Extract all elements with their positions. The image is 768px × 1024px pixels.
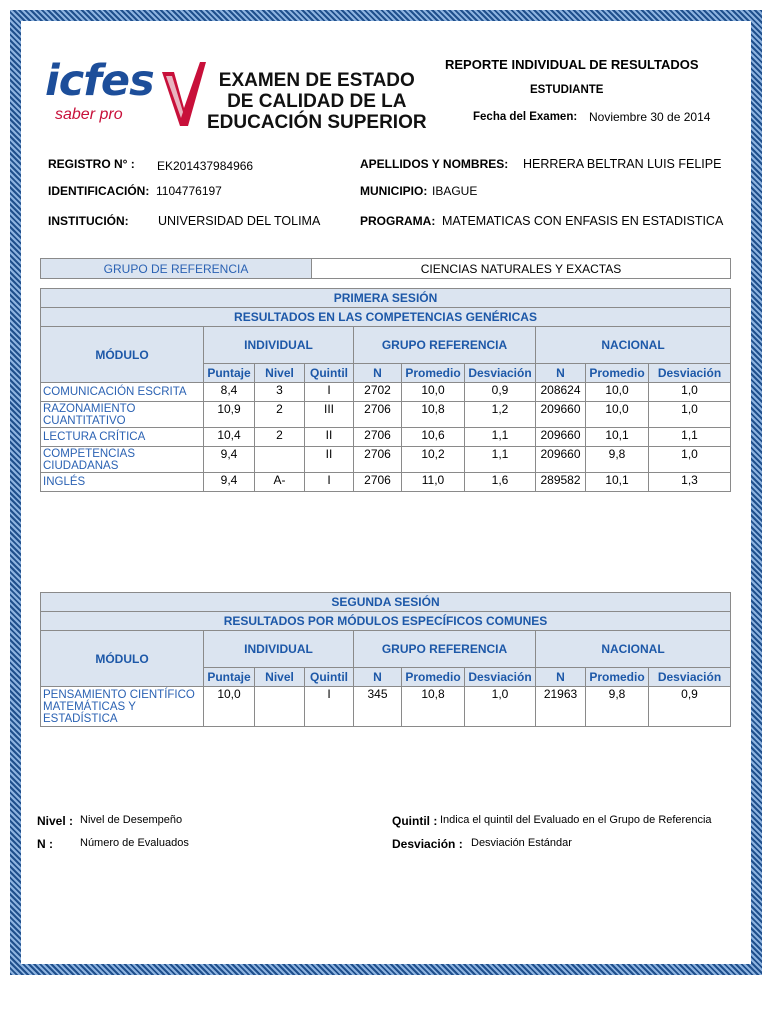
legend-desviacion-value: Desviación Estándar — [471, 837, 572, 849]
cell-modulo: INGLÉS — [41, 473, 204, 492]
cell-g-desv: 1,1 — [465, 428, 536, 447]
cell-n-prom: 10,1 — [586, 473, 649, 492]
cell-nivel — [255, 447, 305, 473]
col-nacional: NACIONAL — [536, 327, 731, 364]
session2-title: SEGUNDA SESIÓN — [41, 593, 731, 612]
cell-n-desv: 1,0 — [649, 447, 731, 473]
institucion-label: INSTITUCIÓN: — [48, 214, 129, 228]
cell-g-desv: 1,1 — [465, 447, 536, 473]
cell-n-n: 209660 — [536, 447, 586, 473]
cell-n-desv: 1,1 — [649, 428, 731, 447]
cell-n-desv: 1,0 — [649, 383, 731, 402]
col-promedio: Promedio — [402, 668, 465, 687]
cell-modulo: COMUNICACIÓN ESCRITA — [41, 383, 204, 402]
report-title: REPORTE INDIVIDUAL DE RESULTADOS — [445, 57, 699, 72]
col-nivel: Nivel — [255, 668, 305, 687]
cell-nivel: 2 — [255, 428, 305, 447]
col-modulo: MÓDULO — [41, 327, 204, 383]
saber-pro-logo: saber pro — [55, 106, 123, 123]
col-n-nacional: N — [536, 364, 586, 383]
cell-g-prom: 11,0 — [402, 473, 465, 492]
nombre-label: APELLIDOS Y NOMBRES: — [360, 157, 509, 171]
cell-g-n: 2706 — [354, 447, 402, 473]
cell-n-n: 208624 — [536, 383, 586, 402]
cell-nivel: 2 — [255, 402, 305, 428]
cell-quintil: II — [305, 428, 354, 447]
cell-n-prom: 9,8 — [586, 447, 649, 473]
col-promedio-nacional: Promedio — [586, 668, 649, 687]
col-desviacion-nacional: Desviación — [649, 364, 731, 383]
identificacion-value: 1104776197 — [156, 184, 222, 198]
col-n: N — [354, 668, 402, 687]
col-puntaje: Puntaje — [204, 668, 255, 687]
reference-group-value: CIENCIAS NATURALES Y EXACTAS — [312, 259, 731, 279]
cell-g-desv: 1,0 — [465, 687, 536, 727]
cell-quintil: I — [305, 687, 354, 727]
cell-g-desv: 1,6 — [465, 473, 536, 492]
col-desviacion: Desviación — [465, 364, 536, 383]
exam-date-value: Noviembre 30 de 2014 — [589, 110, 711, 124]
col-promedio: Promedio — [402, 364, 465, 383]
nombre-value: HERRERA BELTRAN LUIS FELIPE — [523, 157, 722, 171]
legend-nivel-value: Nivel de Desempeño — [80, 814, 183, 826]
table-row — [41, 687, 731, 727]
col-n-nacional: N — [536, 668, 586, 687]
cell-n-prom: 10,1 — [586, 428, 649, 447]
legend-n-value: Número de Evaluados — [80, 837, 189, 849]
cell-modulo: RAZONAMIENTO CUANTITATIVO — [41, 402, 204, 428]
cell-g-n: 2706 — [354, 473, 402, 492]
legend-desviacion-key: Desviación : — [392, 837, 463, 851]
cell-n-n: 21963 — [536, 687, 586, 727]
cell-puntaje: 9,4 — [204, 447, 255, 473]
table-row — [41, 383, 731, 402]
col-desviacion-nacional: Desviación — [649, 668, 731, 687]
col-individual: INDIVIDUAL — [204, 631, 354, 668]
table-row — [41, 473, 731, 492]
cell-quintil: II — [305, 447, 354, 473]
role-label: ESTUDIANTE — [530, 84, 604, 96]
cell-g-prom: 10,8 — [402, 687, 465, 727]
cell-puntaje: 8,4 — [204, 383, 255, 402]
registro-value: EK201437984966 — [157, 159, 254, 173]
cell-g-n: 2706 — [354, 428, 402, 447]
cell-n-desv: 0,9 — [649, 687, 731, 727]
table-row — [41, 428, 731, 447]
col-individual: INDIVIDUAL — [204, 327, 354, 364]
cell-modulo: PENSAMIENTO CIENTÍFICO MATEMÁTICAS Y ESTADÍSTICA — [41, 687, 204, 727]
cell-quintil: I — [305, 473, 354, 492]
cell-nivel: 3 — [255, 383, 305, 402]
col-desviacion: Desviación — [465, 668, 536, 687]
cell-g-n: 345 — [354, 687, 402, 727]
cell-n-n: 209660 — [536, 402, 586, 428]
cell-n-desv: 1,0 — [649, 402, 731, 428]
programa-value: MATEMATICAS CON ENFASIS EN ESTADISTICA — [442, 214, 724, 228]
municipio-value: IBAGUE — [432, 184, 478, 198]
session1-table — [40, 288, 731, 492]
municipio-label: MUNICIPIO: — [360, 184, 428, 198]
col-grupo: GRUPO REFERENCIA — [354, 327, 536, 364]
session1-subtitle: RESULTADOS EN LAS COMPETENCIAS GENÉRICAS — [41, 308, 731, 327]
legend-quintil-key: Quintil : — [392, 814, 438, 828]
exam-title-logo: EXAMEN DE ESTADO DE CALIDAD DE LA EDUCACIÓN SUPERIOR — [207, 70, 427, 133]
cell-g-n: 2706 — [354, 402, 402, 428]
cell-modulo: COMPETENCIAS CIUDADANAS — [41, 447, 204, 473]
col-nacional: NACIONAL — [536, 631, 731, 668]
cell-nivel: A- — [255, 473, 305, 492]
cell-g-prom: 10,6 — [402, 428, 465, 447]
cell-nivel — [255, 687, 305, 727]
reference-group-label: GRUPO DE REFERENCIA — [41, 259, 312, 279]
col-puntaje: Puntaje — [204, 364, 255, 383]
icfes-logo: icfes — [45, 56, 154, 106]
cell-g-prom: 10,0 — [402, 383, 465, 402]
session2-subtitle: RESULTADOS POR MÓDULOS ESPECÍFICOS COMUNES — [41, 612, 731, 631]
session2-table — [40, 592, 731, 727]
cell-puntaje: 9,4 — [204, 473, 255, 492]
cell-n-prom: 9,8 — [586, 687, 649, 727]
reference-group-table — [40, 258, 731, 279]
checkmark-logo-icon — [160, 60, 206, 128]
cell-puntaje: 10,9 — [204, 402, 255, 428]
cell-g-n: 2702 — [354, 383, 402, 402]
cell-n-n: 289582 — [536, 473, 586, 492]
col-modulo: MÓDULO — [41, 631, 204, 687]
cell-quintil: III — [305, 402, 354, 428]
cell-puntaje: 10,0 — [204, 687, 255, 727]
cell-n-n: 209660 — [536, 428, 586, 447]
col-grupo: GRUPO REFERENCIA — [354, 631, 536, 668]
legend-quintil-value: Indica el quintil del Evaluado en el Grupo de Referencia — [440, 814, 712, 826]
cell-n-desv: 1,3 — [649, 473, 731, 492]
session1-title: PRIMERA SESIÓN — [41, 289, 731, 308]
cell-modulo: LECTURA CRÍTICA — [41, 428, 204, 447]
col-nivel: Nivel — [255, 364, 305, 383]
legend-nivel-key: Nivel : — [37, 814, 74, 828]
cell-g-prom: 10,2 — [402, 447, 465, 473]
col-quintil: Quintil — [305, 364, 354, 383]
table-row — [41, 447, 731, 473]
decorative-border — [10, 10, 762, 975]
col-n: N — [354, 364, 402, 383]
table-row — [41, 402, 731, 428]
registro-label: REGISTRO N° : — [48, 157, 135, 171]
identificacion-label: IDENTIFICACIÓN: — [48, 184, 150, 198]
institucion-value: UNIVERSIDAD DEL TOLIMA — [158, 214, 321, 228]
col-promedio-nacional: Promedio — [586, 364, 649, 383]
exam-date-label: Fecha del Examen: — [473, 111, 578, 123]
cell-n-prom: 10,0 — [586, 402, 649, 428]
cell-puntaje: 10,4 — [204, 428, 255, 447]
programa-label: PROGRAMA: — [360, 214, 436, 228]
cell-quintil: I — [305, 383, 354, 402]
col-quintil: Quintil — [305, 668, 354, 687]
legend-n-key: N : — [37, 837, 53, 851]
cell-g-desv: 1,2 — [465, 402, 536, 428]
cell-n-prom: 10,0 — [586, 383, 649, 402]
cell-g-desv: 0,9 — [465, 383, 536, 402]
cell-g-prom: 10,8 — [402, 402, 465, 428]
